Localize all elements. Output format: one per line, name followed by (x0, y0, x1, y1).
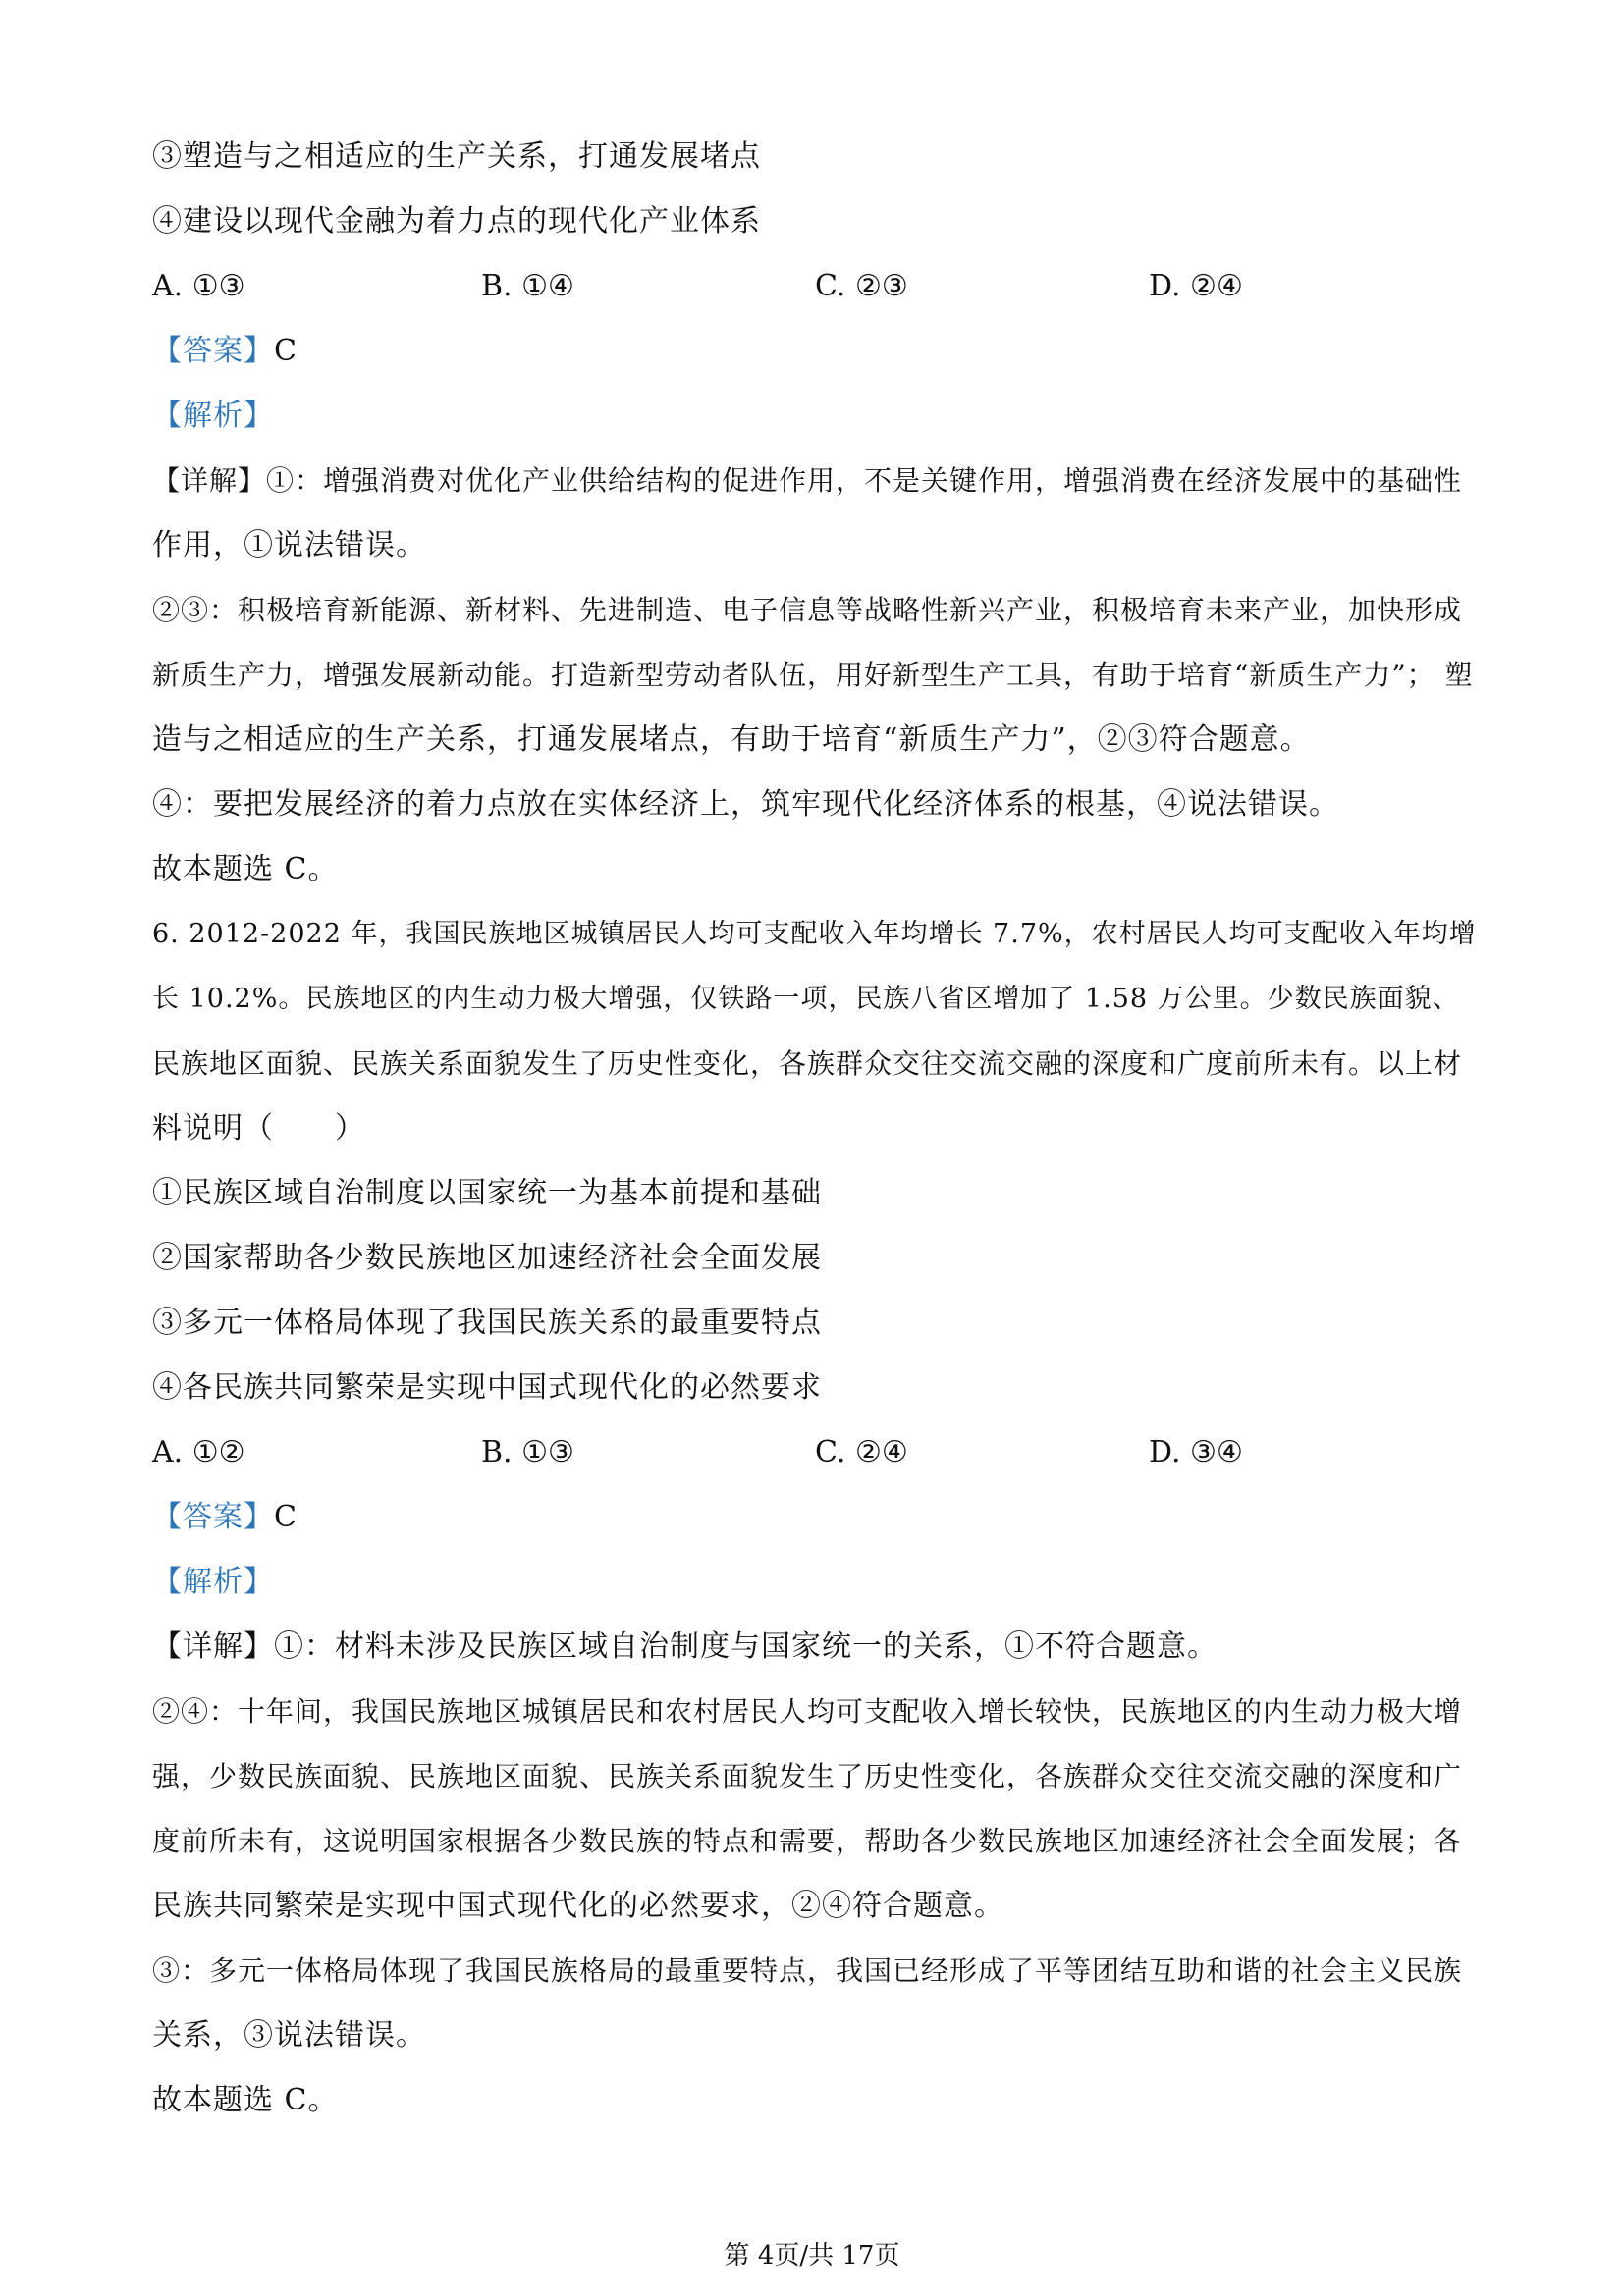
answer-value: C (274, 1500, 298, 1534)
q5-option-d: D. ②④ (1149, 269, 1243, 303)
q6-option-b: B. ①③ (481, 1435, 574, 1469)
q5-detail-line (152, 461, 1462, 501)
q6-detail-line: 度前所未有，这说明国家根据各少数民族的特点和需要，帮助各少数民族地区加速经济社会全面发展；各 (152, 1825, 1463, 1857)
q5-item-3: ③塑造与之相适应的生产关系，打通发展堵点 (152, 139, 761, 174)
analysis-tag: 【解析】 (152, 399, 274, 433)
q6-option-d: D. ③④ (1149, 1435, 1243, 1469)
q6-detail-line: ③：多元一体格局体现了我国民族格局的最重要特点，我国已经形成了平等团结互助和谐的社会主义民族 (152, 1954, 1463, 1987)
q6-stem-line: 6. 2012-2022 年，我国民族地区城镇居民人均可支配收入年均增长 7.7%，农村居民人均可支配收入年均增 (152, 919, 1477, 949)
q5-detail-line: 作用，①说法错误。 (152, 528, 426, 562)
q6-stem-line: 长 10.2%。民族地区的内生动力极大增强，仅铁路一项，民族八省区增加了 1.58 万公里。少数民族面貌、 (152, 984, 1460, 1014)
q6-detail-line: 强，少数民族面貌、民族地区面貌、民族关系面貌发生了历史性变化，各族群众交往交流交融的深度和广 (152, 1760, 1463, 1792)
answer-value: C (274, 334, 298, 368)
q5-detail-line: 造与之相适应的生产关系，打通发展堵点，有助于培育“新质生产力”，②③符合题意。 (152, 722, 1311, 757)
answer-tag: 【答案】 (152, 1500, 274, 1534)
detail-text: ①：增强消费对优化产业供给结构的促进作用，不是关键作用，增强消费在经济发展中的基础性 (266, 464, 1463, 497)
q6-answer (152, 1498, 298, 1537)
q5-answer (152, 332, 298, 371)
page-number-footer: 第 4页/共 17页 (724, 2241, 900, 2270)
q6-stem-line: 料说明（ ） (152, 1111, 365, 1146)
analysis-tag: 【解析】 (152, 1565, 274, 1599)
q5-option-c: C. ②③ (815, 269, 908, 303)
answer-tag: 【答案】 (152, 334, 274, 368)
q6-detail-line: 民族共同繁荣是实现中国式现代化的必然要求，②④符合题意。 (152, 1889, 1004, 1923)
q5-detail-line: ②③：积极培育新能源、新材料、先进制造、电子信息等战略性新兴产业，积极培育未来产业，加快形成 (152, 594, 1463, 626)
detail-tag: 【详解】 (152, 1629, 274, 1664)
q5-analysis-heading (152, 397, 274, 436)
q6-item-3: ③多元一体格局体现了我国民族关系的最重要特点 (152, 1306, 822, 1340)
q6-conclusion: 故本题选 C。 (152, 2083, 339, 2117)
q5-option-b: B. ①④ (481, 269, 574, 303)
q5-option-a: A. ①③ (152, 269, 245, 303)
q5-conclusion: 故本题选 C。 (152, 852, 339, 886)
q6-stem-line: 民族地区面貌、民族关系面貌发生了历史性变化，各族群众交往交流交融的深度和广度前所未有。以上材 (152, 1047, 1463, 1080)
q6-item-2: ②国家帮助各少数民族地区加速经济社会全面发展 (152, 1241, 822, 1275)
q6-item-4: ④各民族共同繁荣是实现中国式现代化的必然要求 (152, 1370, 822, 1405)
detail-tag: 【详解】 (152, 464, 267, 497)
q6-option-a: A. ①② (152, 1435, 245, 1469)
q5-item-4: ④建设以现代金融为着力点的现代化产业体系 (152, 204, 761, 239)
q6-detail-line (152, 1628, 1218, 1667)
q6-analysis-heading (152, 1563, 274, 1602)
q6-detail-line: ②④：十年间，我国民族地区城镇居民和农村居民人均可支配收入增长较快，民族地区的内生动力极大增 (152, 1695, 1463, 1728)
q6-item-1: ①民族区域自治制度以国家统一为基本前提和基础 (152, 1176, 822, 1210)
q6-option-c: C. ②④ (815, 1435, 908, 1469)
detail-text: ①：材料未涉及民族区域自治制度与国家统一的关系，①不符合题意。 (274, 1629, 1218, 1664)
q5-detail-line: ④：要把发展经济的着力点放在实体经济上，筑牢现代化经济体系的根基，④说法错误。 (152, 787, 1339, 822)
q5-detail-line: 新质生产力，增强发展新动能。打造新型劳动者队伍，用好新型生产工具，有助于培育“新质生产力”； 塑 (152, 659, 1474, 691)
q6-detail-line: 关系，③说法错误。 (152, 2018, 426, 2053)
